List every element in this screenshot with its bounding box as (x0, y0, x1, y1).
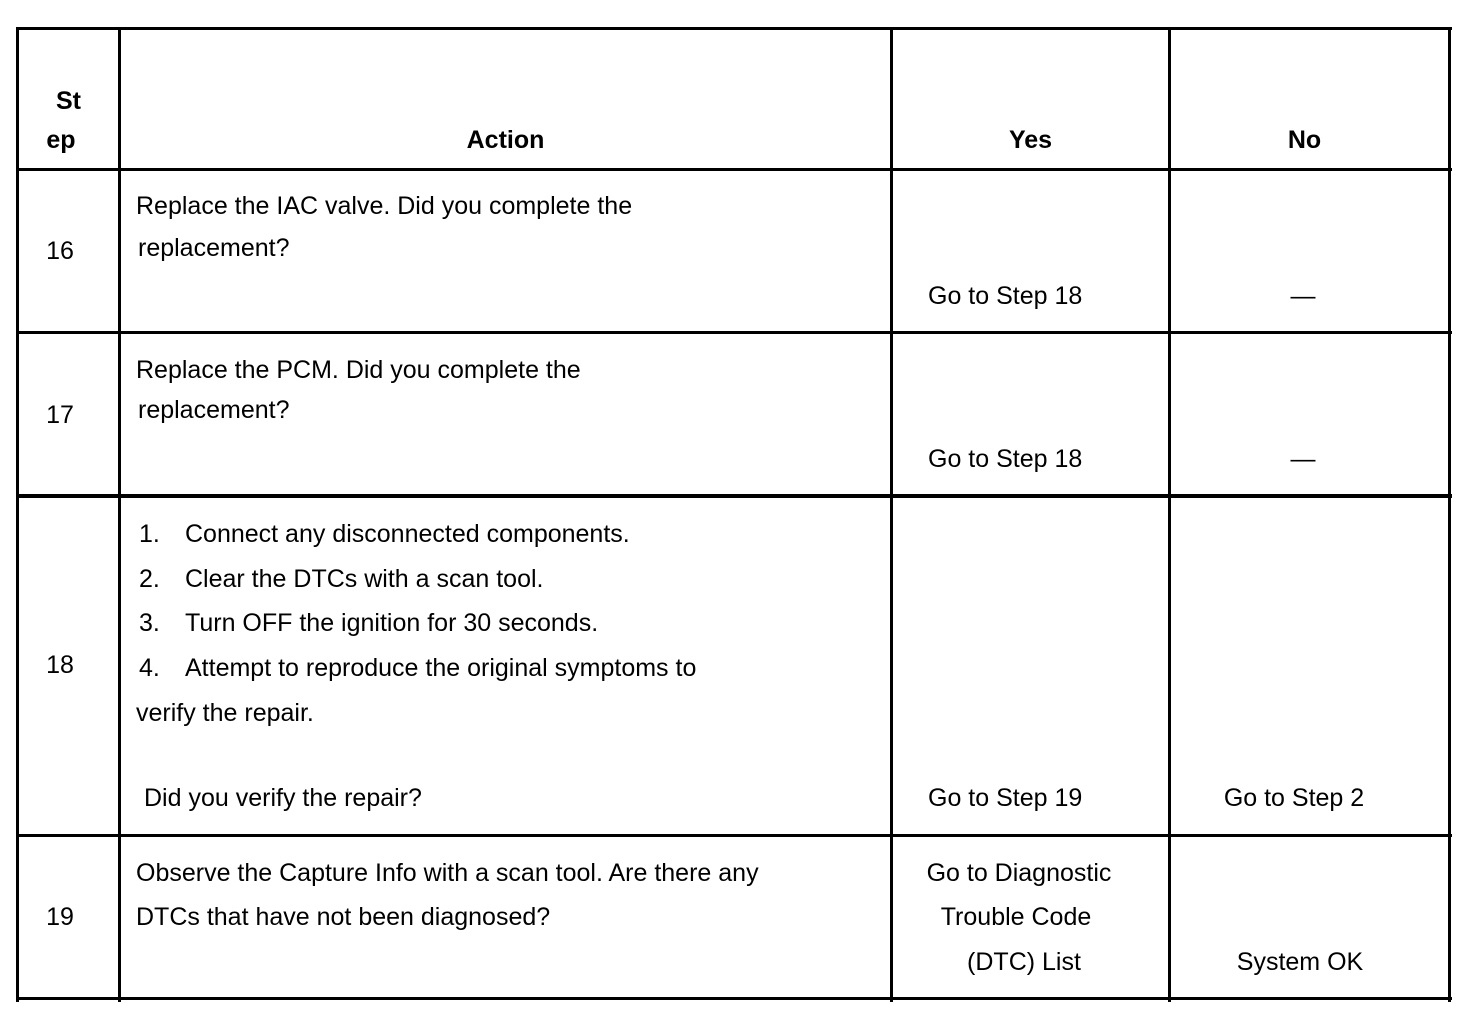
no-result: — (1290, 282, 1316, 310)
table-border-left (16, 27, 19, 1002)
yes-result-line: Go to Diagnostic (926, 859, 1112, 887)
row-divider (16, 331, 1452, 334)
step-number: 19 (46, 903, 74, 931)
column-divider (118, 27, 121, 1002)
step-number: 18 (46, 651, 74, 679)
action-text-line: Observe the Capture Info with a scan tool. Are there any (136, 859, 759, 887)
step-number: 16 (46, 237, 74, 265)
action-text-line: Replace the PCM. Did you complete the (136, 356, 581, 384)
header-no: No (1287, 126, 1322, 154)
list-number: 1. (139, 520, 160, 548)
table-border-bottom (16, 997, 1452, 1000)
yes-result-line: Trouble Code (940, 903, 1092, 931)
table-border-right (1448, 27, 1451, 1002)
action-text-line: Replace the IAC valve. Did you complete the (136, 192, 633, 220)
row-divider (16, 834, 1452, 837)
list-item-text: Connect any disconnected components. (185, 520, 630, 548)
step-number: 17 (46, 401, 74, 429)
header-divider (16, 168, 1452, 171)
yes-result: Go to Step 19 (928, 784, 1083, 812)
header-step-line2: ep (46, 126, 76, 154)
column-divider (1168, 27, 1171, 1002)
yes-result: Go to Step 18 (928, 282, 1083, 310)
header-yes: Yes (1008, 126, 1053, 154)
list-item-text: Turn OFF the ignition for 30 seconds. (185, 609, 599, 637)
list-item-text: Attempt to reproduce the original symptoms to (185, 654, 697, 682)
list-number: 3. (139, 609, 160, 637)
action-text-line: DTCs that have not been diagnosed? (136, 903, 551, 931)
row-divider (16, 494, 1452, 498)
list-number: 4. (139, 654, 160, 682)
yes-result-line: (DTC) List (967, 948, 1081, 976)
header-action: Action (466, 126, 545, 154)
header-step-line1: St (56, 87, 81, 115)
table-border-top (16, 27, 1452, 30)
list-continuation: verify the repair. (136, 699, 314, 727)
yes-result: Go to Step 18 (928, 445, 1083, 473)
no-result: System OK (1236, 948, 1364, 976)
no-result: — (1290, 445, 1316, 473)
list-number: 2. (139, 565, 160, 593)
no-result: Go to Step 2 (1223, 784, 1365, 812)
list-item-text: Clear the DTCs with a scan tool. (185, 565, 544, 593)
action-text-line: replacement? (138, 234, 290, 262)
action-question: Did you verify the repair? (144, 784, 422, 812)
action-text-line: replacement? (138, 396, 290, 424)
column-divider (890, 27, 893, 1002)
